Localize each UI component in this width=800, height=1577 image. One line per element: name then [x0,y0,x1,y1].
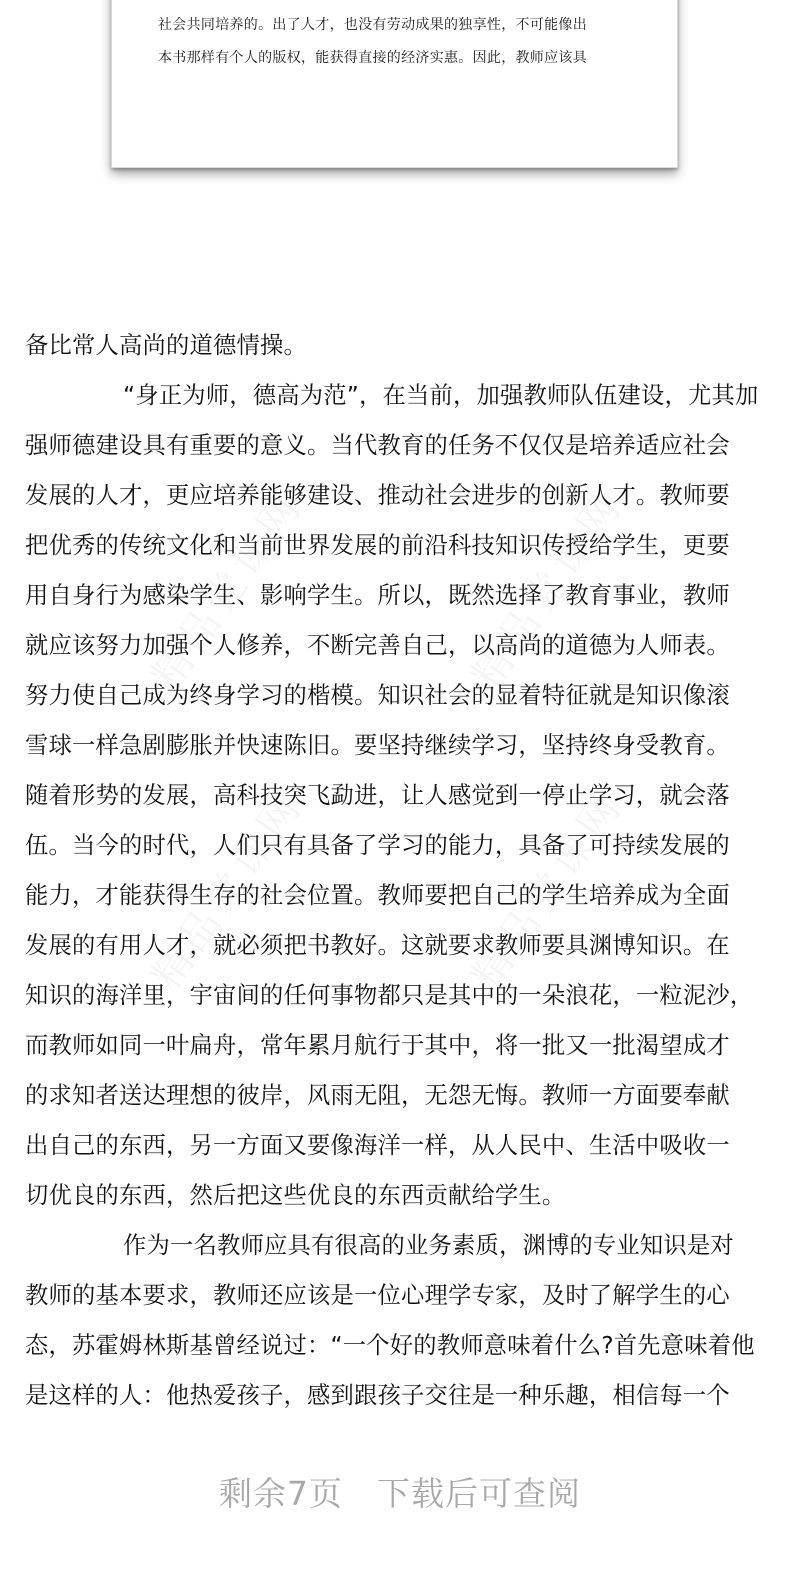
text-line: 而教师如同一叶扁舟，常年累月航行于其中，将一批又一批渴望成才 [25,1032,730,1059]
text-line-paragraph-start: “身正为师，德高为范”，在当前，加强教师队伍建设，尤其加 [123,382,759,409]
text-line: 教师的基本要求，教师还应该是一位心理学专家，及时了解学生的心 [25,1282,730,1309]
text-line: 能力，才能获得生存的社会位置。教师要把自己的学生培养成为全面 [25,882,730,909]
text-line: 的求知者送达理想的彼岸，风雨无阻，无怨无悔。教师一方面要奉献 [25,1082,730,1109]
document-body [25,321,775,1421]
remaining-pages-banner[interactable] [0,1468,800,1515]
remaining-pages-count[interactable]: 剩余7页 [219,1474,343,1513]
text-line: 用自身行为感染学生、影响学生。所以，既然选择了教育事业，教师 [25,582,730,609]
text-line: 伍。当今的时代，人们只有具备了学习的能力，具备了可持续发展的 [25,832,730,859]
text-line: 努力使自己成为终身学习的楷模。知识社会的显着特征就是知识像滚 [25,682,730,709]
text-line: 知识的海洋里，宇宙间的任何事物都只是其中的一朵浪花，一粒泥沙， [25,982,754,1009]
download-to-view-link[interactable]: 下载后可查阅 [377,1474,581,1513]
text-line: 发展的有用人才，就必须把书教好。这就要求教师要具渊博知识。在 [25,932,730,959]
text-line-paragraph-start: 作为一名教师应具有很高的业务素质，渊博的专业知识是对 [123,1232,734,1259]
text-line: 切优良的东西，然后把这些优良的东西贡献给学生。 [25,1182,566,1209]
text-line: 就应该努力加强个人修养，不断完善自己，以高尚的道德为人师表。 [25,632,730,659]
text-line: 雪球一样急剧膨胀并快速陈旧。要坚持继续学习，坚持终身受教育。 [25,732,730,759]
text-line: 发展的人才，更应培养能够建设、推动社会进步的创新人才。教师要 [25,482,730,509]
text-line: 态，苏霍姆林斯基曾经说过：“一个好的教师意味着什么?首先意味着他 [25,1332,755,1359]
text-line: 出自己的东西，另一方面又要像海洋一样，从人民中、生活中吸收一 [25,1132,730,1159]
previous-page-line: 社会共同培养的。出了人才，也没有劳动成果的独享性，不可能像出 [158,17,587,33]
text-line: 把优秀的传统文化和当前世界发展的前沿科技知识传授给学生，更要 [25,532,730,559]
text-line: 强师德建设具有重要的意义。当代教育的任务不仅仅是培养适应社会 [25,432,730,459]
text-line: 是这样的人：他热爱孩子，感到跟孩子交往是一种乐趣，相信每一个 [25,1382,730,1409]
text-line: 随着形势的发展，高科技突飞勐进，让人感觉到一停止学习，就会落 [25,782,730,809]
previous-page-preview [111,0,678,168]
text-line: 备比常人高尚的道德情操。 [25,332,307,359]
previous-page-line: 本书那样有个人的版权，能获得直接的经济实惠。因此，教师应该具 [158,50,587,66]
